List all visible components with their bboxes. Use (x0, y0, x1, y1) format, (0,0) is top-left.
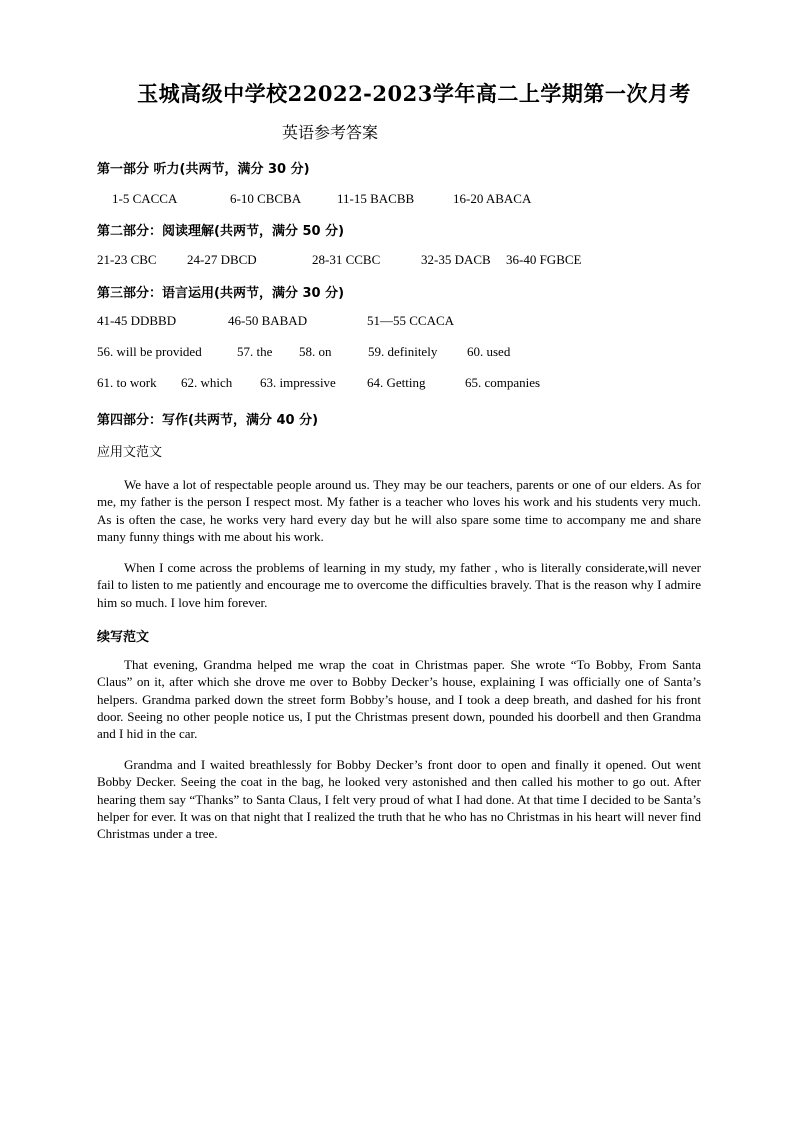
answer-group: 51—55 CCACA (367, 313, 455, 328)
answer-group: 21-23 CBC (97, 252, 157, 267)
continuation-paragraph: That evening, Grandma helped me wrap the coat in Christmas paper. She wrote “To Bobby, From Santa Claus” on it, after which she drove me over to Bobby Decker’s house, explaining I was officially one of Santa’s helpers. Grandma parked down the street form Bobby’s house, and I took a deep breath, and dashed for his front door. Seeing no other people notice us, I put the Christmas present down, pounded his doorbell and then Grandma and I hid in the car. (97, 657, 701, 742)
answer-item: 60. used (467, 344, 511, 359)
part3-heading: 第三部分：语言运用(共两节，满分 30 分) (97, 286, 345, 301)
answer-item: 64. Getting (367, 375, 426, 390)
answer-item: 62. which (181, 375, 233, 390)
answer-item: 59. definitely (368, 344, 438, 359)
answer-item: 57. the (237, 344, 273, 359)
answer-group: 1-5 CACCA (112, 191, 178, 206)
page-title: 玉城高级中学校22022-2023学年高二上学期第一次月考 (137, 81, 691, 106)
answer-group: 46-50 BABAD (228, 313, 308, 328)
part1-heading: 第一部分 听力(共两节，满分 30 分) (97, 162, 310, 177)
answer-item: 56. will be provided (97, 344, 202, 359)
answer-group: 24-27 DBCD (187, 252, 257, 267)
answer-item: 61. to work (97, 375, 157, 390)
answer-group: 36-40 FGBCE (506, 252, 582, 267)
answer-item: 63. impressive (260, 375, 336, 390)
answer-group: 16-20 ABACA (453, 191, 532, 206)
sample-essay-label: 应用文范文 (97, 445, 163, 460)
part4-heading: 第四部分：写作(共两节，满分 40 分) (97, 413, 319, 428)
answer-group: 6-10 CBCBA (230, 191, 302, 206)
answer-group: 32-35 DACB (421, 252, 491, 267)
answer-item: 58. on (299, 344, 332, 359)
essay-paragraph: When I come across the problems of learning in my study, my father , who is literally considerate,will never fail to listen to me patiently and encourage me to overcome the difficulties bravely. That is the reason why I admire him so much. I love him forever. (97, 560, 701, 610)
answer-item: 65. companies (465, 375, 541, 390)
continuation-label: 续写范文 (97, 630, 150, 645)
answer-group: 28-31 CCBC (312, 252, 381, 267)
answer-group: 11-15 BACBB (337, 191, 415, 206)
part2-heading: 第二部分：阅读理解(共两节，满分 50 分) (97, 224, 345, 239)
essay-paragraph: We have a lot of respectable people around us. They may be our teachers, parents or one of our elders. As for me, my father is the person I respect most. My father is a teacher who loves his work and his students very much. As is often the case, he works very hard every day but he will also spare some time to accompany me and share many funny things with me about his work. (97, 477, 701, 544)
page-subtitle: 英语参考答案 (282, 123, 379, 142)
continuation-paragraph: Grandma and I waited breathlessly for Bobby Decker’s front door to open and finally it opened. Out went Bobby Decker. Seeing the coat in the bag, he looked very astonished and then called his mother to go out. After hearing them say “Thanks” to Santa Claus, I felt very proud of what I had done. At that time I decided to be Santa’s helper for ever. It was on that night that I realized the truth that he who has no Christmas in his heart will never find Christmas under a tree. (97, 757, 701, 842)
answer-group: 41-45 DDBBD (97, 313, 177, 328)
